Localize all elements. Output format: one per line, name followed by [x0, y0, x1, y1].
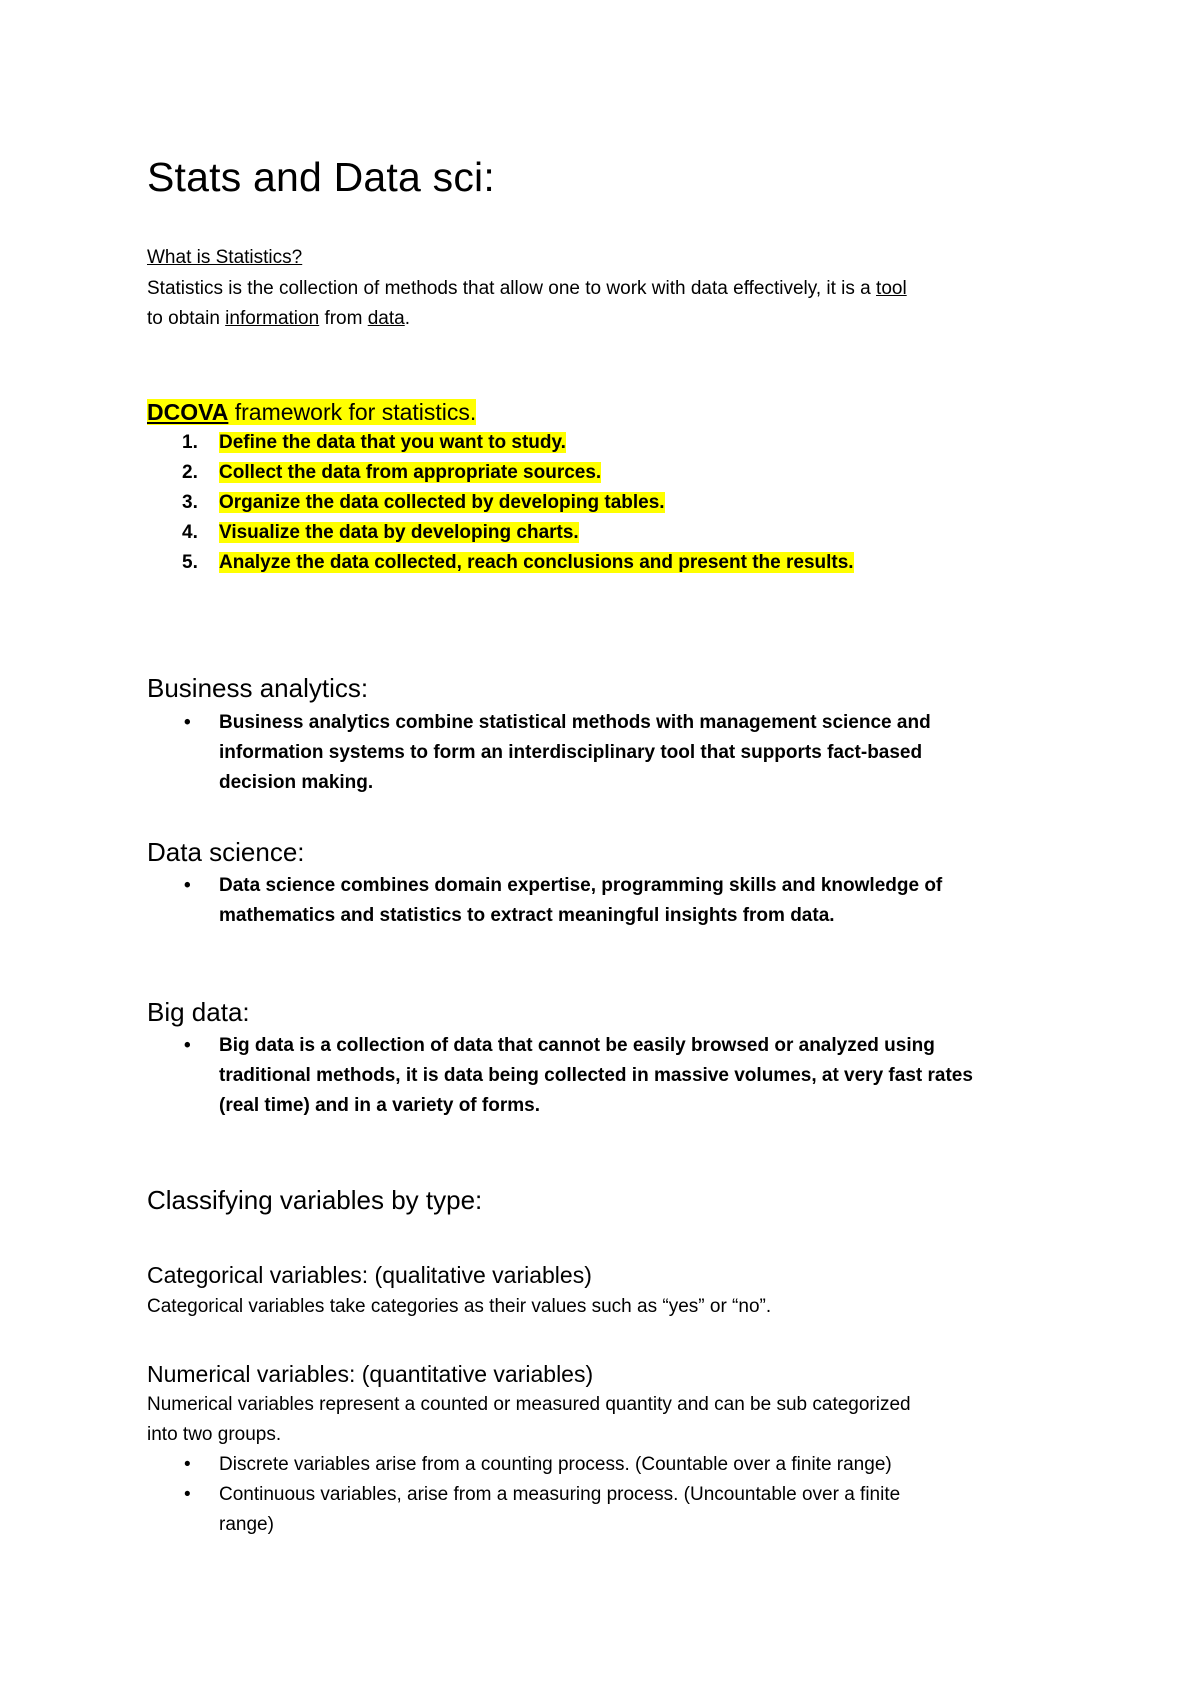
step-text: Organize the data collected by developing tables.	[219, 492, 665, 513]
list-item-continuation	[147, 901, 1077, 931]
text-run: .	[404, 308, 410, 329]
categorical-variables-heading: Categorical variables: (qualitative variables)	[147, 1262, 592, 1288]
step-text: Collect the data from appropriate sources.	[219, 462, 602, 483]
text-run: Statistics is the collection of methods that allow one to work with data effectively, it is a	[147, 278, 877, 299]
step-number: 5.	[182, 552, 198, 573]
list-item-continuation	[147, 1091, 1077, 1121]
list-item-line: range)	[219, 1514, 274, 1535]
list-item	[147, 1480, 1077, 1510]
list-item	[147, 488, 1077, 518]
step-number: 1.	[182, 432, 198, 453]
list-item-line: Continuous variables, arise from a measuring process. (Uncountable over a finite	[219, 1484, 901, 1505]
list-item-continuation	[147, 1510, 1077, 1540]
underlined-term-tool: tool	[876, 278, 907, 299]
bullet-icon: •	[184, 1484, 191, 1505]
dcova-heading-rest: framework for statistics.	[228, 399, 477, 425]
text-run: from	[319, 308, 368, 329]
underlined-term-information: information	[225, 308, 320, 329]
dcova-acronym: DCOVA	[147, 399, 229, 425]
list-item	[147, 1450, 1077, 1480]
list-item-continuation	[147, 768, 1077, 798]
list-item-line: traditional methods, it is data being collected in massive volumes, at very fast rates	[219, 1065, 973, 1086]
business-analytics-heading: Business analytics:	[147, 673, 369, 703]
list-item-line: Discrete variables arise from a counting process. (Countable over a finite range)	[219, 1454, 892, 1475]
text-run: to obtain	[147, 308, 226, 329]
what-is-statistics-heading: What is Statistics?	[147, 247, 303, 268]
dcova-heading-highlight	[147, 399, 476, 425]
dcova-heading	[147, 398, 1077, 427]
list-item-line: Data science combines domain expertise, programming skills and knowledge of	[219, 875, 943, 896]
bullet-icon: •	[184, 875, 191, 896]
classifying-variables-heading: Classifying variables by type:	[147, 1185, 483, 1215]
statistics-definition-line-1	[147, 274, 1077, 304]
bullet-icon: •	[184, 712, 191, 733]
numerical-variables-text-line-2: into two groups.	[147, 1424, 282, 1445]
step-number: 3.	[182, 492, 198, 513]
list-item-line: (real time) and in a variety of forms.	[219, 1095, 540, 1116]
underlined-term-data: data	[367, 308, 405, 329]
list-item-line: Big data is a collection of data that cannot be easily browsed or analyzed using	[219, 1035, 935, 1056]
numerical-variables-list	[147, 1450, 1077, 1540]
page-title: Stats and Data sci:	[147, 154, 495, 200]
list-item	[147, 708, 1077, 738]
numerical-variables-heading: Numerical variables: (quantitative variables)	[147, 1361, 594, 1387]
list-item-line: information systems to form an interdisciplinary tool that supports fact-based	[219, 742, 923, 763]
big-data-list	[147, 1031, 1077, 1121]
big-data-heading: Big data:	[147, 997, 250, 1027]
step-text: Define the data that you want to study.	[219, 432, 566, 453]
list-item-line: decision making.	[219, 772, 374, 793]
list-item	[147, 548, 1077, 578]
dcova-steps-list	[147, 428, 1077, 578]
data-science-list	[147, 871, 1077, 931]
list-item-continuation	[147, 738, 1077, 768]
list-item	[147, 1031, 1077, 1061]
step-number: 4.	[182, 522, 198, 543]
step-text: Visualize the data by developing charts.	[219, 522, 579, 543]
list-item-line: Business analytics combine statistical methods with management science and	[219, 712, 931, 733]
step-text: Analyze the data collected, reach conclusions and present the results.	[219, 552, 854, 573]
bullet-icon: •	[184, 1454, 191, 1475]
data-science-heading: Data science:	[147, 837, 305, 867]
list-item	[147, 518, 1077, 548]
statistics-definition-line-2	[147, 304, 1077, 334]
list-item-continuation	[147, 1061, 1077, 1091]
step-number: 2.	[182, 462, 198, 483]
business-analytics-list	[147, 708, 1077, 798]
list-item	[147, 871, 1077, 901]
numerical-variables-text-line-1: Numerical variables represent a counted or measured quantity and can be sub categorized	[147, 1394, 911, 1415]
list-item	[147, 428, 1077, 458]
list-item-line: mathematics and statistics to extract meaningful insights from data.	[219, 905, 835, 926]
categorical-variables-text: Categorical variables take categories as their values such as “yes” or “no”.	[147, 1296, 772, 1317]
list-item	[147, 458, 1077, 488]
bullet-icon: •	[184, 1035, 191, 1056]
